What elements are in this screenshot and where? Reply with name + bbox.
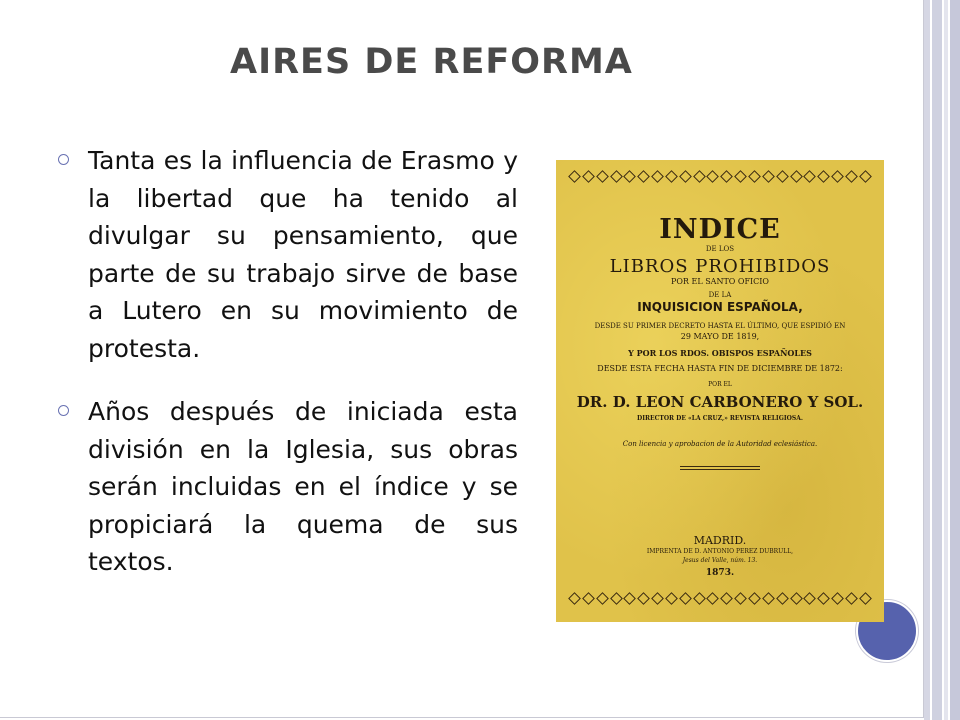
cover-text-madrid: MADRID.	[693, 534, 747, 547]
cover-subtitle: LIBROS PROHIBIDOS	[609, 256, 831, 277]
cover-author: DR. D. LEON CARBONERO Y SOL.	[576, 393, 864, 411]
decorative-side-bars	[924, 0, 960, 720]
book-cover-image	[556, 160, 884, 622]
cover-text-fin: DESDE ESTA FECHA HASTA FIN DE DICIEMBRE DE 1872:	[597, 364, 843, 373]
side-bar	[932, 0, 942, 720]
ornament-border-top	[570, 170, 870, 184]
cover-text-inquisicion: INQUISICION ESPAÑOLA,	[637, 300, 803, 314]
cover-text-por-el: POR EL	[708, 381, 732, 388]
bullet-item	[58, 393, 518, 581]
side-bar	[944, 0, 948, 720]
cover-text-de-la: DE LA	[708, 291, 732, 299]
cover-text-licencia: Con licencia y aprobacion de la Autoridad eclesiástica.	[622, 440, 818, 448]
cover-text-mayo: 29 MAYO DE 1819,	[680, 332, 760, 341]
bullet-circle-icon	[58, 154, 69, 165]
cover-text-imprenta: IMPRENTA DE D. ANTONIO PEREZ DUBRULL,	[646, 548, 794, 555]
cover-text-address: Jesus del Valle, núm. 13.	[682, 557, 758, 564]
cover-title: INDICE	[659, 214, 781, 245]
side-bar	[924, 0, 930, 720]
slide-title: AIRES DE REFORMA	[230, 42, 633, 82]
cover-text-santo-oficio: POR EL SANTO OFICIO	[670, 277, 769, 286]
cover-rule	[680, 469, 760, 470]
cover-text-desde: DESDE SU PRIMER DECRETO HASTA EL ÚLTIMO, QUE ESPIDIÓ EN	[594, 322, 846, 330]
side-bar	[950, 0, 960, 720]
cover-text-director: DIRECTOR DE «LA CRUZ,» REVISTA RELIGIOSA.	[637, 415, 803, 422]
cover-rule	[680, 466, 760, 467]
bullet-item	[58, 142, 518, 367]
ornament-border-bottom	[570, 592, 870, 606]
cover-year: 1873.	[705, 568, 735, 578]
bullet-circle-icon	[58, 405, 69, 416]
bullet-text: Años después de iniciada esta división en la Iglesia, sus obras serán incluidas en el índice y se propiciará la quema de sus textos.	[88, 397, 518, 576]
bullet-text: Tanta es la influencia de Erasmo y la libertad que ha tenido al divulgar su pensamiento, que parte de su trabajo sirve de base a Lutero en su movimiento de protesta.	[88, 146, 518, 363]
cover-text-de-los: DE LOS	[705, 245, 735, 253]
cover-text-obispos: Y POR LOS RDOS. OBISPOS ESPAÑOLES	[628, 348, 812, 358]
bullet-list	[58, 142, 518, 607]
